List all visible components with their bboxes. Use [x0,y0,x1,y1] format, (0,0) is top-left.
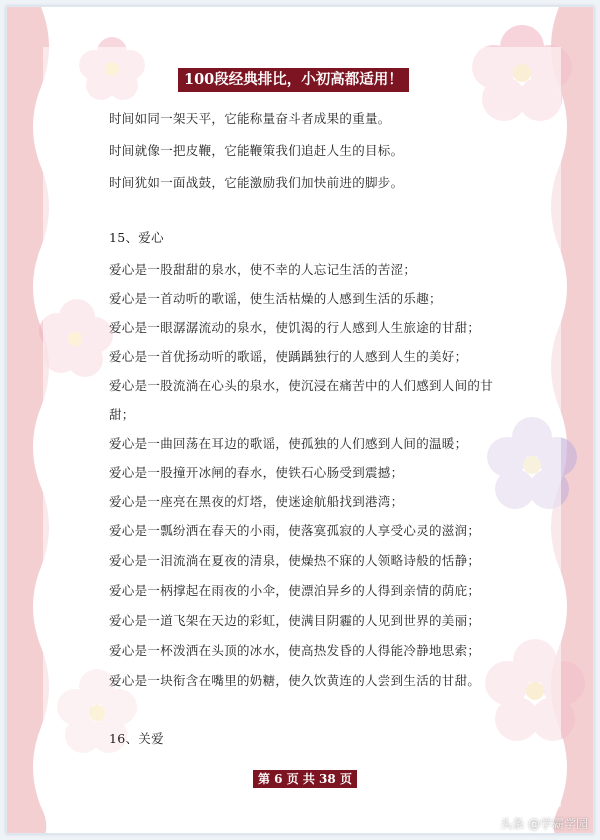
text-line: 爱心是一道飞架在天边的彩虹，使满目阴霾的人见到世界的美丽； [109,613,481,628]
intro-line: 时间犹如一面战鼓，它能激励我们加快前进的脚步。 [109,175,404,190]
text-line: 爱心是一块衔含在嘴里的奶糖，使久饮黄连的人尝到生活的甘甜。 [109,673,481,688]
page-title-banner: 100段经典排比，小初高都适用！ [178,68,409,92]
section-heading: 16、关爱 [109,731,164,746]
text-line: 爱心是一首优扬动听的歌谣，使踽踽独行的人感到人生的美好； [109,349,468,364]
text-line: 爱心是一眼潺潺流动的泉水，使饥渴的行人感到人生旅途的甘甜； [109,320,481,335]
intro-line: 时间如同一架天平，它能称量奋斗者成果的重量。 [109,111,391,126]
intro-line: 时间就像一把皮鞭，它能鞭策我们追赶人生的目标。 [109,143,404,158]
text-line: 甜； [109,407,135,422]
text-line: 爱心是一杯泼洒在头顶的冰水，使高热发昏的人得能冷静地思索； [109,643,481,658]
text-line: 爱心是一瓢纷洒在春天的小雨，使落寞孤寂的人享受心灵的滋润； [109,523,481,538]
page-frame [6,6,594,834]
text-line: 爱心是一泪流淌在夏夜的清泉，使燥热不寐的人领略诗般的恬静； [109,553,481,568]
watermark: 头条 @学霸学园 [500,817,588,831]
section-heading: 15、爱心 [109,230,164,245]
page-number-banner: 第 6 页 共 38 页 [253,770,357,788]
text-line: 爱心是一柄撑起在雨夜的小伞，使漂泊异乡的人得到亲情的荫庇； [109,583,481,598]
text-line: 爱心是一座亮在黑夜的灯塔，使迷途航船找到港湾； [109,494,404,509]
text-line: 爱心是一曲回荡在耳边的歌谣，使孤独的人们感到人间的温暖； [109,436,468,451]
text-line: 爱心是一首动听的歌谣，使生活枯燥的人感到生活的乐趣； [109,291,442,306]
text-line: 爱心是一股流淌在心头的泉水，使沉浸在痛苦中的人们感到人间的甘 [109,378,494,393]
content-sheet [43,47,561,807]
text-line: 爱心是一股甜甜的泉水，使不幸的人忘记生活的苦涩； [109,262,417,277]
text-line: 爱心是一股撞开冰闸的春水，使铁石心肠受到震撼； [109,465,404,480]
